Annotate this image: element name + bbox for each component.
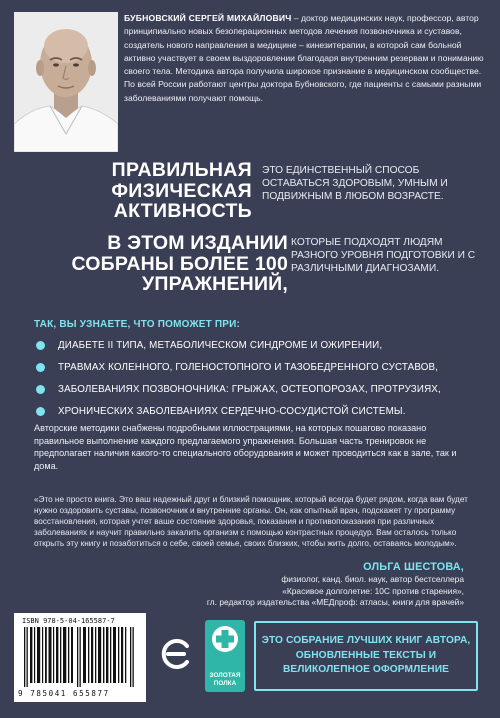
bullet-dot-icon xyxy=(36,363,45,372)
headline-physical-activity: ПРАВИЛЬНАЯ ФИЗИЧЕСКАЯ АКТИВНОСТЬ xyxy=(111,159,252,222)
barcode-icon xyxy=(22,627,138,687)
golden-shelf-badge xyxy=(205,620,245,692)
quote-credential-line: физиолог, канд. биол. наук, автор бестселлера xyxy=(281,574,464,584)
author-portrait-illustration xyxy=(14,12,118,152)
list-item-text: ДИАБЕТЕ II ТИПА, МЕТАБОЛИЧЕСКОМ СИНДРОМЕ И ОЖИРЕНИИ, xyxy=(58,340,383,351)
isbn-number: ISBN 978-5-04-165587-7 xyxy=(22,617,115,625)
golden-shelf-label-line: ЗОЛОТАЯ xyxy=(209,672,241,679)
quote-author-credentials xyxy=(64,574,464,609)
golden-shelf-label xyxy=(205,672,245,687)
author-bio-text: – доктор медицинских наук, профессор, автор принципиально новых безоперационных методов лечения позвоночника и суставов, создатель нового направления в медицине – кинезитерапии, в которой сам больной активно участвует в своем выздоровлении благодаря внутренним резервам и пониманию своего тела. Методика автора получила широкое признание в медицинском сообществе. По всей России работают центры доктора Бубновского, где пациенты с самыми разными заболеваниями получают помощь. xyxy=(124,13,484,103)
methods-paragraph: Авторские методики снабжены подробными иллюстрациями, на которых пошагово показано правильное выполнение каждого предлагаемого упражнения. Большая часть тренировок не предполагает наличия какого-то специального оборудования и может проводиться как в зале, так и дома. xyxy=(34,423,457,472)
author-bio xyxy=(124,12,486,105)
medical-cross-icon xyxy=(205,620,245,662)
quote-author-name: ОЛЬГА ШЕСТОВА, xyxy=(363,561,464,573)
golden-shelf-label-line: ПОЛКА xyxy=(213,679,237,687)
bullet-dot-icon xyxy=(36,341,45,350)
author-photo xyxy=(14,12,118,152)
isbn-barcode xyxy=(14,613,146,702)
bullet-dot-icon xyxy=(36,385,45,394)
list-item xyxy=(32,357,482,379)
collection-banner xyxy=(254,621,478,691)
testimonial-quote: «Это не просто книга. Это ваш надежный друг и близкий помощник, который всегда будет рядом, когда вам будет нужно оздоровить суставы, позвоночник и внутренние органы. Он, как опытный врач, подскажет ту программу восстановления, которая учтет ваше состояние здоровья, показания и противопоказания при различных заболеваниях и научит правильно закалить организм с помощью контрастных процедур. Вам осталось только открыть эту книгу и позаботиться о себе, своей семье, своих близких, чтобы жить долго, оставаясь молодым». xyxy=(34,495,468,549)
list-item xyxy=(32,379,482,401)
publisher-logo-icon xyxy=(160,637,194,671)
list-item-text: ЗАБОЛЕВАНИЯХ ПОЗВОНОЧНИКА: ГРЫЖАХ, ОСТЕОПОРОЗАХ, ПРОТРУЗИЯХ, xyxy=(58,384,441,395)
quote-credential-line: гл. редактор издательства «МЕДпроф: атласы, книги для врачей» xyxy=(206,597,464,607)
list-item xyxy=(32,401,482,423)
barcode-digits: 9 785041 655877 xyxy=(18,689,110,698)
bullet-dot-icon xyxy=(36,407,45,416)
list-item-text: ХРОНИЧЕСКИХ ЗАБОЛЕВАНИЯХ СЕРДЕЧНО-СОСУДИСТОЙ СИСТЕМЫ. xyxy=(58,406,406,417)
author-name: БУБНОВСКИЙ СЕРГЕЙ МИХАЙЛОВИЧ xyxy=(124,13,292,23)
benefits-list xyxy=(32,335,482,423)
list-item-text: ТРАВМАХ КОЛЕННОГО, ГОЛЕНОСТОПНОГО И ТАЗОБЕДРЕННОГО СУСТАВОВ, xyxy=(58,362,439,373)
quote-credential-line: «Красивое долголетие: 10С против старения», xyxy=(282,585,464,596)
headline-exercises-text: КОТОРЫЕ ПОДХОДЯТ ЛЮДЯМ РАЗНОГО УРОВНЯ ПОДГОТОВКИ И С РАЗЛИЧНЫМИ ДИАГНОЗАМИ. xyxy=(291,237,476,274)
collection-banner-text: ЭТО СОБРАНИЕ ЛУЧШИХ КНИГ АВТОРА, ОБНОВЛЕННЫЕ ТЕКСТЫ И ВЕЛИКОЛЕПНОЕ ОФОРМЛЕНИЕ xyxy=(261,635,471,676)
list-item xyxy=(32,335,482,357)
benefits-heading: ТАК, ВЫ УЗНАЕТЕ, ЧТО ПОМОЖЕТ ПРИ: xyxy=(34,319,241,330)
headline-exercises: В ЭТОМ ИЗДАНИИ СОБРАНЫ БОЛЕЕ 100 УПРАЖНЕНИЙ, xyxy=(71,232,288,295)
headline-physical-activity-text: ЭТО ЕДИНСТВЕННЫЙ СПОСОБ ОСТАВАТЬСЯ ЗДОРОВЫМ, УМНЫМ И ПОДВИЖНЫМ В ЛЮБОМ ВОЗРАСТЕ. xyxy=(262,165,448,202)
